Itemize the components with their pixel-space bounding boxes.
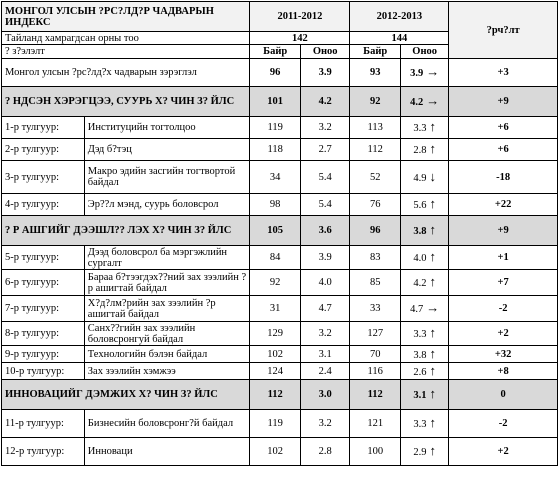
pillar-number: 10-р тулгуур:: [2, 363, 85, 380]
group-label: ИННОВАЦИЙГ ДЭМЖИХ Х? ЧИН З? ЙЛС: [2, 380, 250, 410]
pillar-row: [2, 363, 558, 380]
score-2011: 3.2: [300, 322, 349, 346]
rank-2011: 98: [250, 194, 301, 216]
period-1-header: 2011-2012: [250, 2, 350, 32]
arrow-up-icon: ↑: [429, 222, 436, 237]
rank-2012: 33: [350, 296, 401, 322]
rank-change: -2: [449, 410, 558, 438]
pillar-number: 8-р тулгуур:: [2, 322, 85, 346]
score-2011: 4.0: [300, 270, 349, 296]
countries-count-2: 144: [350, 32, 449, 45]
pillar-row: [2, 270, 558, 296]
rank-2011: 105: [250, 216, 301, 246]
rank-2012: 52: [350, 161, 401, 194]
arrow-up-icon: ↑: [429, 196, 436, 211]
group-label: ? Р АШГИЙГ ДЭЭШЛ?? ЛЭХ Х? ЧИН З? ЙЛС: [2, 216, 250, 246]
rank-change: -2: [449, 296, 558, 322]
score-2011: 3.2: [300, 410, 349, 438]
score-2012: [400, 139, 448, 161]
rank-change: +32: [449, 346, 558, 363]
score-2012: [400, 438, 448, 466]
countries-count-1: 142: [250, 32, 350, 45]
pillar-number: 3-р тулгуур:: [2, 161, 85, 194]
arrow-right-icon: →: [426, 64, 440, 79]
pillar-number: 4-р тулгуур:: [2, 194, 85, 216]
pillar-row: [2, 410, 558, 438]
arrow-right-icon: →: [426, 93, 440, 108]
rank-2012: 121: [350, 410, 401, 438]
rank-2012: 112: [350, 139, 401, 161]
score-2012-value: 2.8: [413, 145, 427, 156]
score-2011: 3.6: [300, 216, 349, 246]
rank-2011: 119: [250, 117, 301, 139]
rank-change: +7: [449, 270, 558, 296]
score-2012: [400, 117, 448, 139]
rank-2012: 113: [350, 117, 401, 139]
score-2012: [400, 246, 448, 270]
arrow-up-icon: ↑: [429, 443, 436, 458]
score-2012: [400, 87, 448, 117]
indicator-label: ? з?элэлт: [2, 45, 250, 59]
score-2011: 2.8: [300, 438, 349, 466]
rank-2012: 116: [350, 363, 401, 380]
score-2012-value: 3.9: [410, 68, 424, 79]
rank-change: +2: [449, 438, 558, 466]
rank-change: 0: [449, 380, 558, 410]
rank-change: +8: [449, 363, 558, 380]
pillar-number: 11-р тулгуур:: [2, 410, 85, 438]
pillar-label: Зах зээлийн хэмжээ: [84, 363, 250, 380]
score-header-2: Оноо: [400, 45, 448, 59]
rank-change: +3: [449, 59, 558, 87]
score-2012: [400, 346, 448, 363]
score-2012-value: 4.0: [413, 253, 427, 264]
arrow-up-icon: ↑: [429, 362, 436, 378]
score-2011: 3.2: [300, 117, 349, 139]
rank-2012: 76: [350, 194, 401, 216]
score-2012: [400, 59, 448, 87]
rank-2011: 102: [250, 346, 301, 363]
score-2012: [400, 322, 448, 346]
score-2012-value: 3.8: [413, 226, 427, 237]
pillar-number: 7-р тулгуур:: [2, 296, 85, 322]
arrow-up-icon: ↑: [429, 249, 436, 264]
arrow-up-icon: ↑: [429, 325, 436, 340]
rank-2011: 84: [250, 246, 301, 270]
pillar-label: Инноваци: [84, 438, 250, 466]
score-2012: [400, 380, 448, 410]
score-2011: 2.7: [300, 139, 349, 161]
arrow-up-icon: ↑: [429, 386, 436, 401]
rank-2011: 34: [250, 161, 301, 194]
pillar-row: [2, 117, 558, 139]
rank-change: +6: [449, 139, 558, 161]
score-2011: 4.2: [300, 87, 349, 117]
arrow-right-icon: →: [426, 300, 440, 315]
pillar-label: Технологийн бэлэн байдал: [84, 346, 250, 363]
pillar-label: Санх??гийн зах зээлийн боловсронгуй байдал: [84, 322, 250, 346]
score-2012-value: 4.2: [413, 278, 427, 289]
arrow-down-icon: ↓: [429, 168, 436, 184]
score-2011: 3.9: [300, 246, 349, 270]
rank-2012: 70: [350, 346, 401, 363]
countries-label: Тайланд хамрагдсан орны тоо: [2, 32, 250, 45]
pillar-row: [2, 139, 558, 161]
group-row: [2, 216, 558, 246]
rank-2012: 112: [350, 380, 401, 410]
rank-2011: 124: [250, 363, 301, 380]
rank-2012: 83: [350, 246, 401, 270]
pillar-row: [2, 161, 558, 194]
rank-change: +22: [449, 194, 558, 216]
rank-2012: 127: [350, 322, 401, 346]
score-2012-value: 3.1: [413, 390, 427, 401]
period-2-header: 2012-2013: [350, 2, 449, 32]
group-label: ? НДСЭН ХЭРЭГЦЭЭ, СУУРЬ Х? ЧИН З? ЙЛС: [2, 87, 250, 117]
pillar-row: [2, 296, 558, 322]
pillar-row: [2, 194, 558, 216]
score-2012-value: 5.6: [413, 200, 427, 211]
pillar-number: 6-р тулгуур:: [2, 270, 85, 296]
score-header-1: Оноо: [300, 45, 349, 59]
pillar-label: Бизнесийн боловсронг?й байдал: [84, 410, 250, 438]
score-2012-value: 4.7: [410, 304, 424, 315]
score-2012-value: 2.6: [413, 366, 427, 378]
pillar-row: [2, 246, 558, 270]
score-2012-value: 4.9: [413, 172, 427, 184]
score-2012-value: 2.9: [413, 447, 427, 458]
rank-change: +6: [449, 117, 558, 139]
score-2012-value: 3.3: [413, 329, 427, 340]
rank-2011: 119: [250, 410, 301, 438]
score-2011: 3.0: [300, 380, 349, 410]
rank-header-2: Байр: [350, 45, 401, 59]
rank-2012: 85: [350, 270, 401, 296]
group-row: [2, 380, 558, 410]
score-2011: 5.4: [300, 194, 349, 216]
score-2012: [400, 194, 448, 216]
score-2012-value: 3.3: [413, 419, 427, 430]
score-2012-value: 3.8: [413, 349, 427, 361]
score-2011: 4.7: [300, 296, 349, 322]
score-2011: 3.9: [300, 59, 349, 87]
overall-row: [2, 59, 558, 87]
arrow-up-icon: ↑: [429, 119, 436, 134]
pillar-number: 5-р тулгуур:: [2, 246, 85, 270]
index-title: МОНГОЛ УЛСЫН ?РС?ЛД?Р ЧАДВАРЫН ИНДЕКС: [2, 2, 250, 32]
rank-header-1: Байр: [250, 45, 301, 59]
rank-2012: 96: [350, 216, 401, 246]
score-2012-value: 4.2: [410, 97, 424, 108]
arrow-up-icon: ↑: [429, 274, 436, 289]
pillar-row: [2, 438, 558, 466]
competitiveness-index-table: [1, 1, 558, 466]
rank-2012: 100: [350, 438, 401, 466]
score-2012: [400, 363, 448, 380]
group-row: [2, 87, 558, 117]
pillar-label: Институцийн тогтолцоо: [84, 117, 250, 139]
score-2012-value: 3.3: [413, 123, 427, 134]
pillar-number: 9-р тулгуур:: [2, 346, 85, 363]
rank-2012: 92: [350, 87, 401, 117]
pillar-label: Дээд боловсрол ба мэргэжлийн сургалт: [84, 246, 250, 270]
pillar-label: Макро эдийн засгийн тогтвортой байдал: [84, 161, 250, 194]
rank-2011: 112: [250, 380, 301, 410]
pillar-label: Дэд б?тэц: [84, 139, 250, 161]
arrow-up-icon: ↑: [429, 415, 436, 430]
overall-label: Монгол улсын ?рс?лд?х чадварын зэрэглэл: [2, 59, 250, 87]
score-2011: 3.1: [300, 346, 349, 363]
score-2012: [400, 296, 448, 322]
arrow-up-icon: ↑: [429, 345, 436, 361]
rank-change: +1: [449, 246, 558, 270]
pillar-number: 12-р тулгуур:: [2, 438, 85, 466]
rank-2011: 129: [250, 322, 301, 346]
score-2011: 5.4: [300, 161, 349, 194]
rank-2011: 101: [250, 87, 301, 117]
rank-2011: 118: [250, 139, 301, 161]
rank-2011: 96: [250, 59, 301, 87]
pillar-label: Х?д?лм?рийн зах зээлийн ?р ашигтай байдал: [84, 296, 250, 322]
rank-change: +9: [449, 216, 558, 246]
rank-2011: 102: [250, 438, 301, 466]
rank-change: +9: [449, 87, 558, 117]
score-2012: [400, 216, 448, 246]
score-2012: [400, 161, 448, 194]
pillar-label: Бараа б?тээгдэх??ний зах зээлийн ?р ашигтай байдал: [84, 270, 250, 296]
score-2011: 2.4: [300, 363, 349, 380]
score-2012: [400, 410, 448, 438]
pillar-row: [2, 346, 558, 363]
rank-2011: 31: [250, 296, 301, 322]
score-2012: [400, 270, 448, 296]
pillar-number: 2-р тулгуур:: [2, 139, 85, 161]
pillar-row: [2, 322, 558, 346]
rank-2011: 92: [250, 270, 301, 296]
rank-change: +2: [449, 322, 558, 346]
rank-2012: 93: [350, 59, 401, 87]
change-header: ?рч?лт: [449, 2, 558, 59]
rank-change: -18: [449, 161, 558, 194]
pillar-number: 1-р тулгуур:: [2, 117, 85, 139]
arrow-up-icon: ↑: [429, 141, 436, 156]
pillar-label: Эр??л мэнд, суурь боловсрол: [84, 194, 250, 216]
